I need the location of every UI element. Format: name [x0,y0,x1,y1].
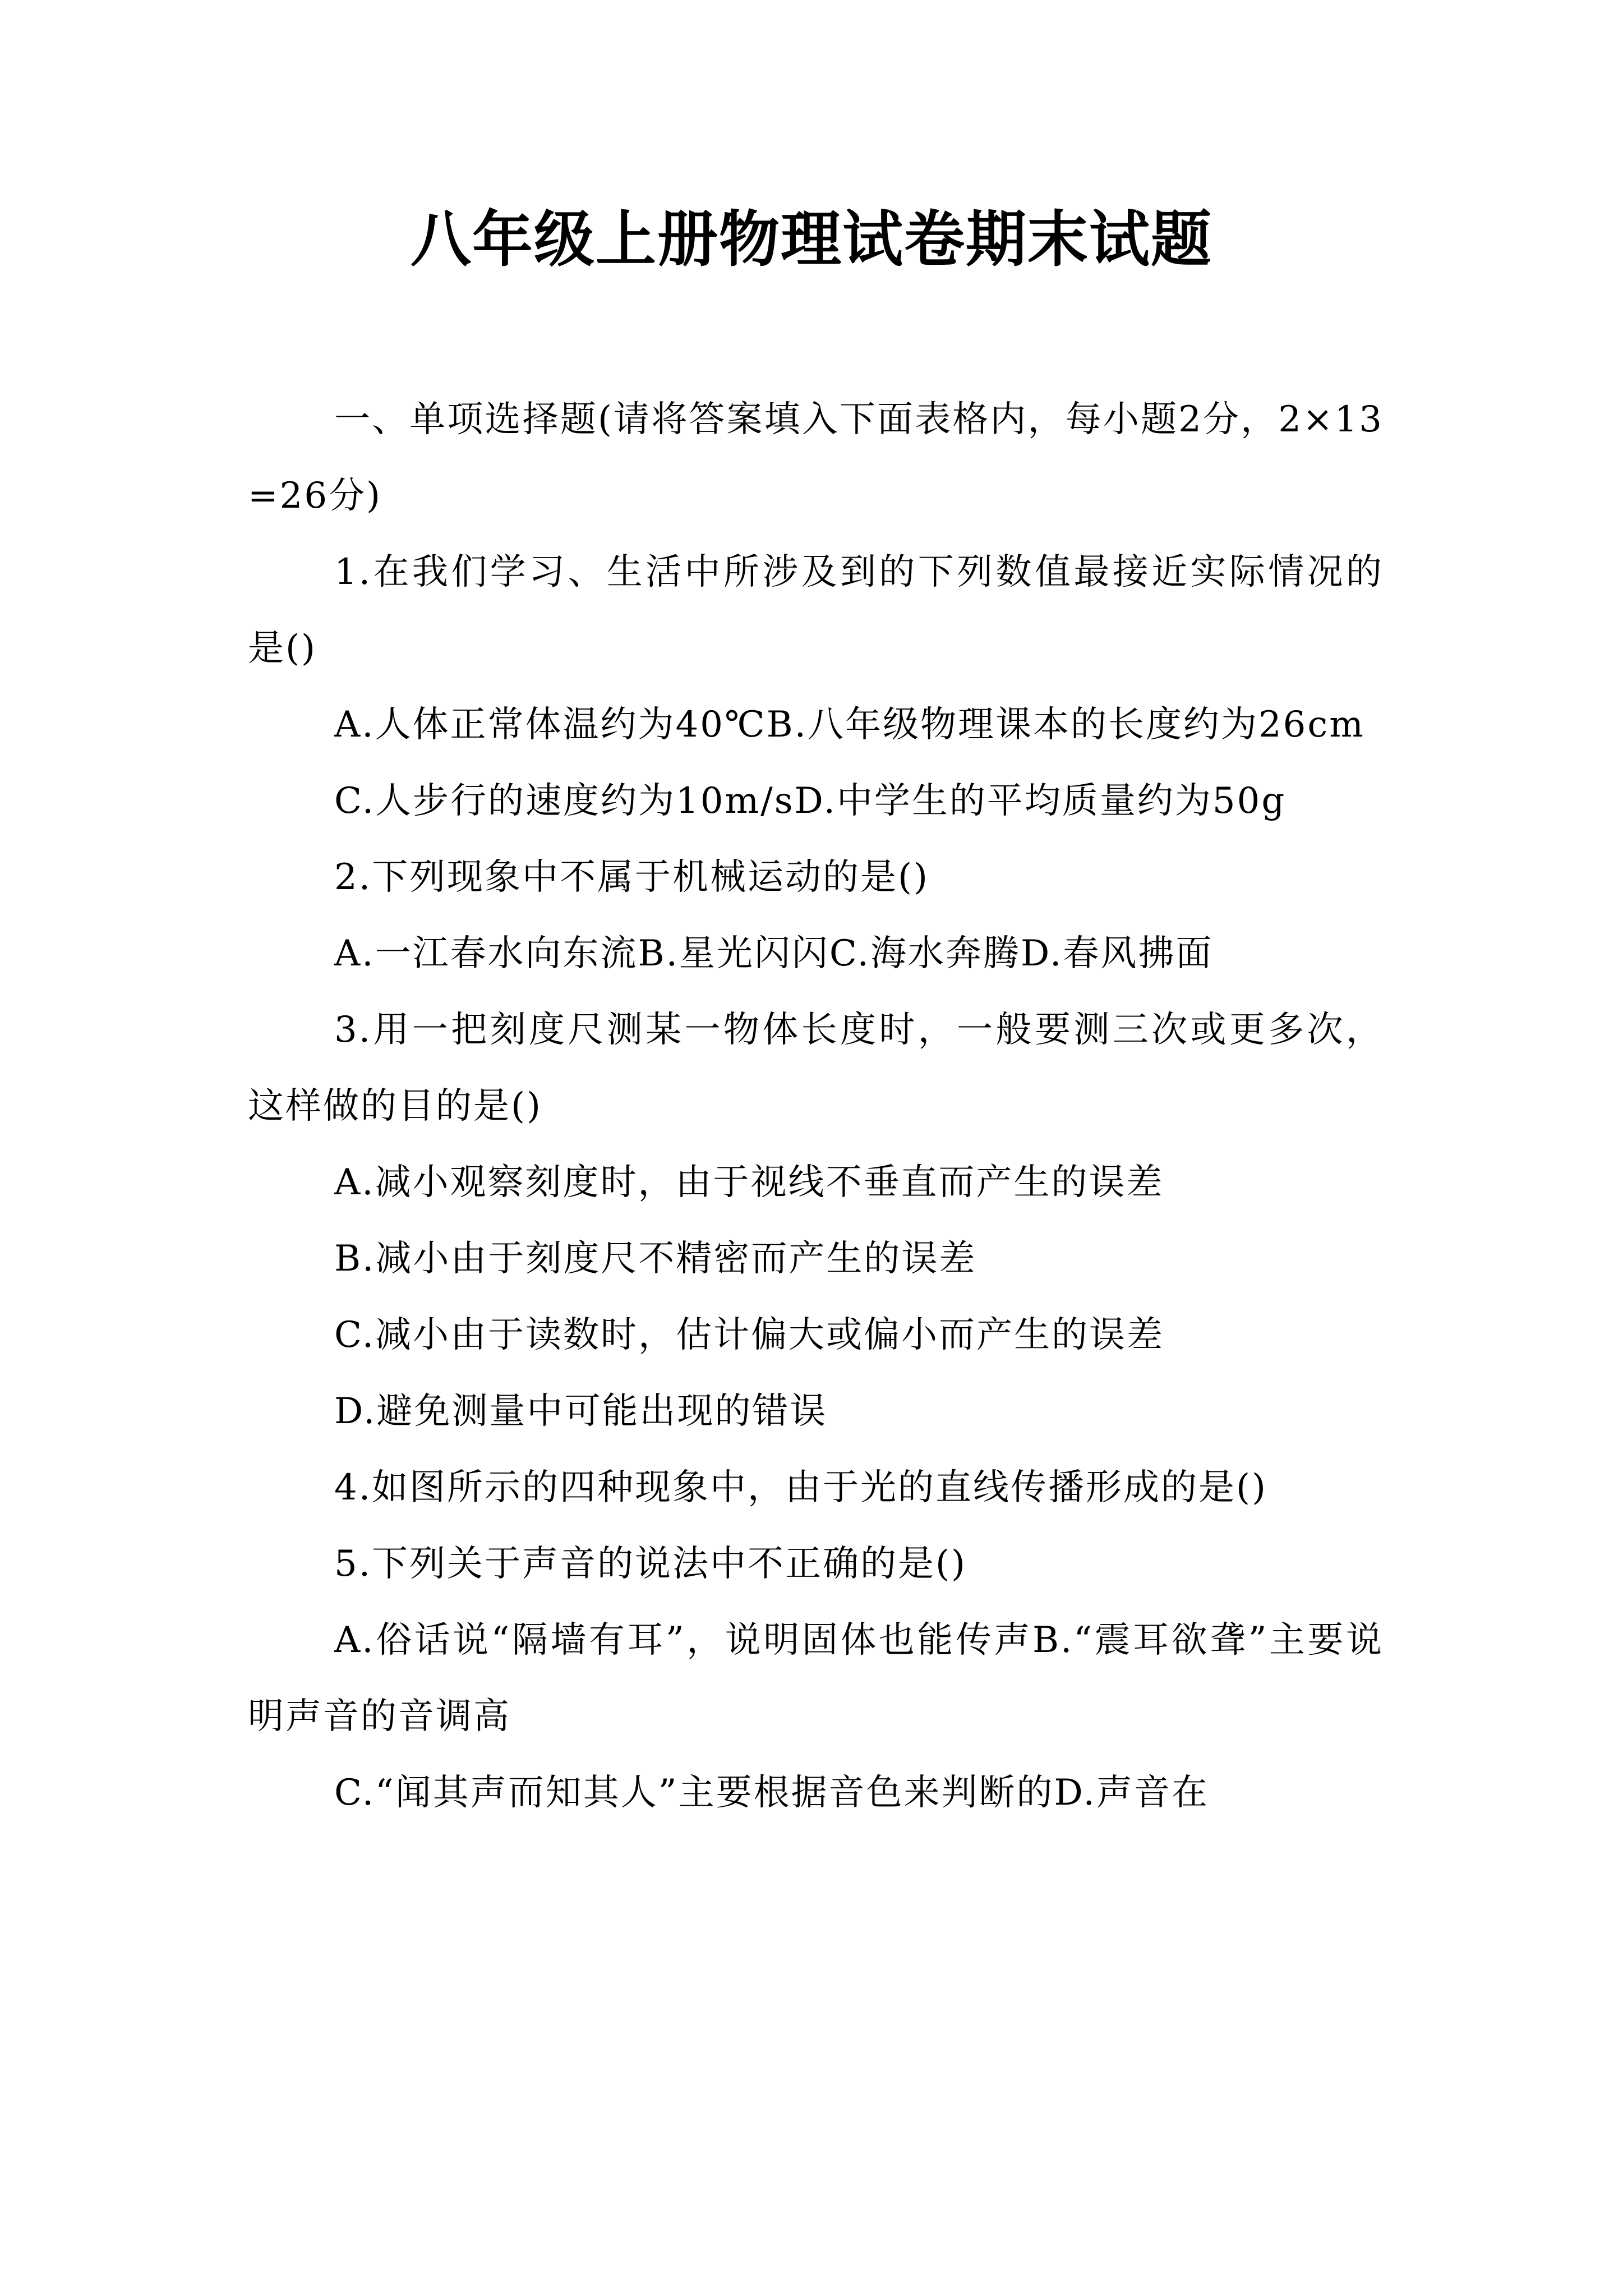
paragraph: C.减小由于读数时，估计偏大或偏小而产生的误差 [334,1314,1165,1356]
paragraph: B.减小由于刻度尺不精密而产生的误差 [334,1238,977,1280]
paragraph: 2.下列现象中不属于机械运动的是() [334,857,929,898]
paragraph: 5.下列关于声音的说法中不正确的是() [334,1543,967,1585]
paragraph: C.“闻其声而知其人”主要根据音色来判断的D.声音在 [334,1772,1209,1814]
paragraph: A.减小观察刻度时，由于视线不垂直而产生的误差 [334,1162,1164,1203]
paragraph: 4.如图所示的四种现象中，由于光的直线传播形成的是() [334,1467,1267,1508]
paragraph: C.人步行的速度约为10m/sD.中学生的平均质量约为50g [334,780,1287,822]
paragraph: 3.用一把刻度尺测某一物体长度时，一般要测三次或更多次，这样做的目的是() [248,1009,1384,1127]
paragraph: A.一江春水向东流B.星光闪闪C.海水奔腾D.春风拂面 [334,933,1214,974]
document-body [248,381,1384,1831]
paragraph: D.避免测量中可能出现的错误 [334,1391,828,1432]
document-title: 八年级上册物理试卷期末试题 [410,205,1212,275]
paragraph: 1.在我们学习、生活中所涉及到的下列数值最接近实际情况的是() [248,551,1384,669]
paragraph: A.俗话说“隔墙有耳”，说明固体也能传声B.“震耳欲聋”主要说明声音的音调高 [248,1619,1384,1737]
paragraph: 一、单项选择题(请将答案填入下面表格内，每小题2分，2×13=26分) [248,399,1384,517]
paragraph: A.人体正常体温约为40℃B.八年级物理课本的长度约为26cm [334,704,1365,746]
